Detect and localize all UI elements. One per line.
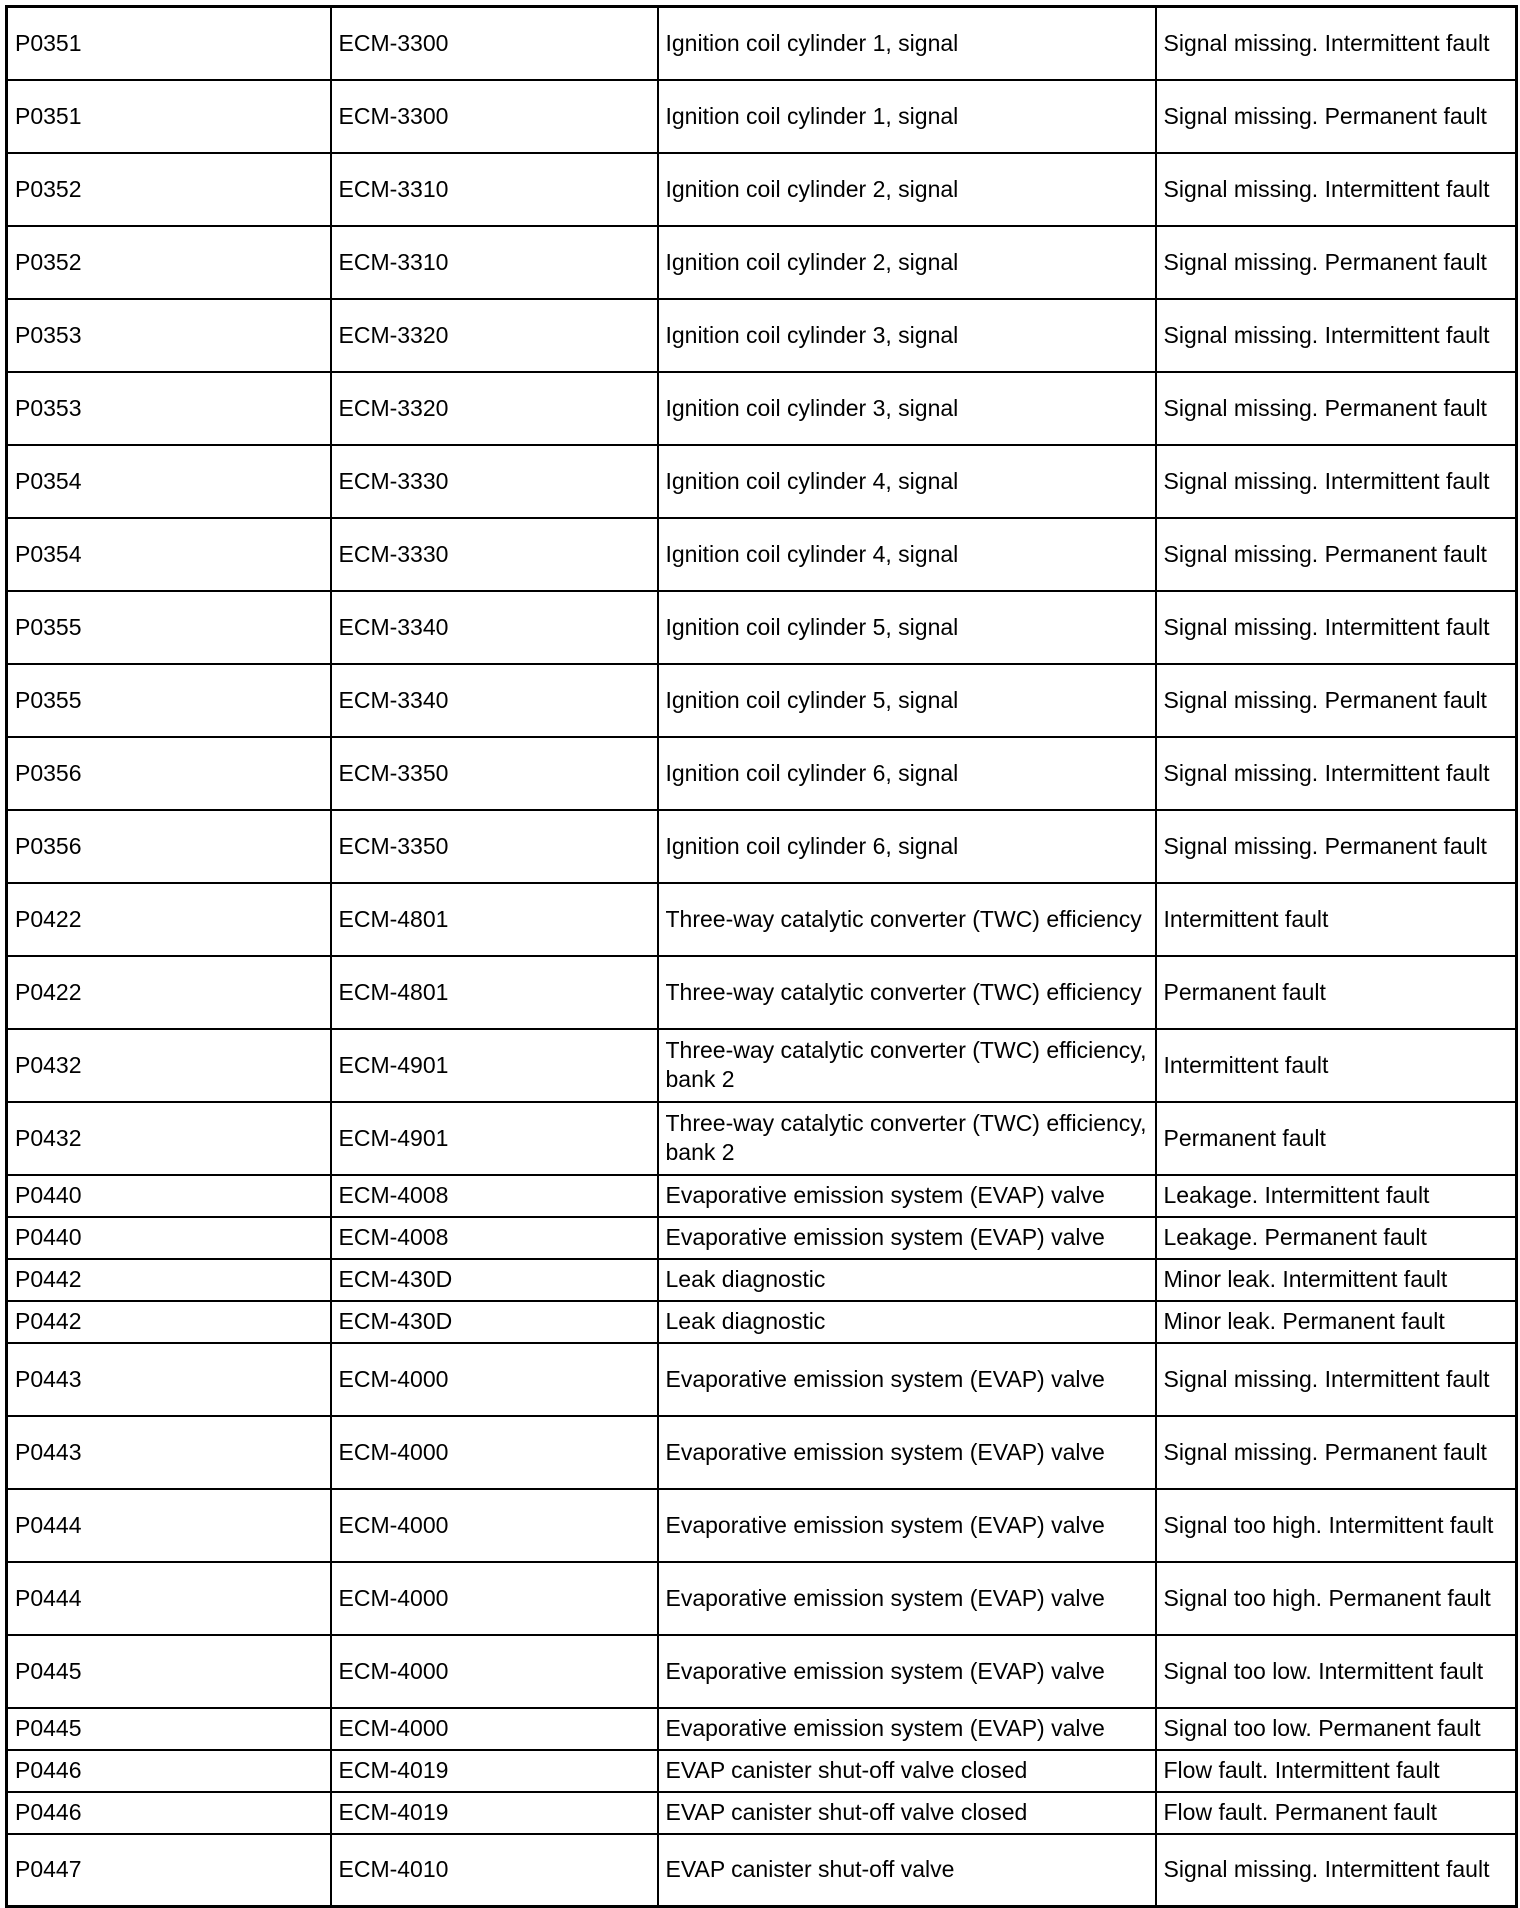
component-cell: Evaporative emission system (EVAP) valve [658,1562,1156,1635]
ecm-code-cell: ECM-4000 [331,1416,658,1489]
dtc-code-cell: P0351 [7,7,331,80]
dtc-table-body [7,7,1517,1907]
dtc-code-cell: P0443 [7,1343,331,1416]
dtc-code-cell: P0442 [7,1301,331,1343]
fault-description-cell: Signal missing. Intermittent fault [1156,737,1517,810]
ecm-code-cell: ECM-4019 [331,1750,658,1792]
ecm-code-cell: ECM-3320 [331,372,658,445]
component-cell: EVAP canister shut-off valve [658,1834,1156,1907]
fault-description-cell: Signal missing. Permanent fault [1156,226,1517,299]
dtc-code-cell: P0355 [7,664,331,737]
dtc-code-cell: P0356 [7,737,331,810]
ecm-code-cell: ECM-3300 [331,7,658,80]
table-row [7,1562,1517,1635]
fault-description-cell: Signal missing. Intermittent fault [1156,591,1517,664]
dtc-code-cell: P0445 [7,1708,331,1750]
dtc-code-cell: P0422 [7,956,331,1029]
dtc-code-cell: P0355 [7,591,331,664]
fault-description-cell: Minor leak. Intermittent fault [1156,1259,1517,1301]
fault-description-cell: Signal missing. Intermittent fault [1156,153,1517,226]
dtc-code-cell: P0440 [7,1175,331,1217]
dtc-code-cell: P0354 [7,518,331,591]
component-cell: Evaporative emission system (EVAP) valve [658,1217,1156,1259]
fault-description-cell: Minor leak. Permanent fault [1156,1301,1517,1343]
component-cell: Ignition coil cylinder 4, signal [658,445,1156,518]
component-cell: Evaporative emission system (EVAP) valve [658,1175,1156,1217]
component-cell: Ignition coil cylinder 1, signal [658,80,1156,153]
table-row [7,664,1517,737]
ecm-code-cell: ECM-4000 [331,1635,658,1708]
component-cell: Ignition coil cylinder 5, signal [658,591,1156,664]
component-cell: Ignition coil cylinder 1, signal [658,7,1156,80]
dtc-code-cell: P0443 [7,1416,331,1489]
dtc-code-cell: P0440 [7,1217,331,1259]
ecm-code-cell: ECM-4010 [331,1834,658,1907]
fault-description-cell: Signal missing. Intermittent fault [1156,1343,1517,1416]
table-row [7,1259,1517,1301]
table-row [7,1102,1517,1175]
table-row [7,883,1517,956]
ecm-code-cell: ECM-3330 [331,445,658,518]
table-row [7,7,1517,80]
dtc-code-cell: P0445 [7,1635,331,1708]
fault-description-cell: Signal missing. Permanent fault [1156,664,1517,737]
fault-description-cell: Signal missing. Intermittent fault [1156,7,1517,80]
dtc-code-cell: P0354 [7,445,331,518]
component-cell: Evaporative emission system (EVAP) valve [658,1635,1156,1708]
fault-description-cell: Signal missing. Intermittent fault [1156,1834,1517,1907]
fault-description-cell: Signal missing. Permanent fault [1156,518,1517,591]
ecm-code-cell: ECM-3350 [331,810,658,883]
table-row [7,299,1517,372]
fault-description-cell: Intermittent fault [1156,1029,1517,1102]
component-cell: Evaporative emission system (EVAP) valve [658,1708,1156,1750]
ecm-code-cell: ECM-3310 [331,153,658,226]
fault-description-cell: Flow fault. Permanent fault [1156,1792,1517,1834]
table-row [7,1343,1517,1416]
table-row [7,737,1517,810]
component-cell: Evaporative emission system (EVAP) valve [658,1489,1156,1562]
table-row [7,810,1517,883]
component-cell: Ignition coil cylinder 6, signal [658,737,1156,810]
fault-description-cell: Intermittent fault [1156,883,1517,956]
fault-description-cell: Signal too low. Permanent fault [1156,1708,1517,1750]
dtc-code-cell: P0352 [7,153,331,226]
ecm-code-cell: ECM-3340 [331,664,658,737]
dtc-code-cell: P0444 [7,1489,331,1562]
dtc-code-cell: P0444 [7,1562,331,1635]
ecm-code-cell: ECM-3340 [331,591,658,664]
fault-description-cell: Signal too low. Intermittent fault [1156,1635,1517,1708]
component-cell: Three-way catalytic converter (TWC) efficiency, bank 2 [658,1029,1156,1102]
ecm-code-cell: ECM-4008 [331,1175,658,1217]
table-row [7,80,1517,153]
dtc-code-cell: P0446 [7,1750,331,1792]
ecm-code-cell: ECM-430D [331,1301,658,1343]
dtc-code-cell: P0353 [7,372,331,445]
table-row [7,226,1517,299]
dtc-code-cell: P0447 [7,1834,331,1907]
ecm-code-cell: ECM-4901 [331,1029,658,1102]
component-cell: Ignition coil cylinder 5, signal [658,664,1156,737]
dtc-code-cell: P0422 [7,883,331,956]
component-cell: Leak diagnostic [658,1301,1156,1343]
fault-description-cell: Signal missing. Permanent fault [1156,80,1517,153]
ecm-code-cell: ECM-4901 [331,1102,658,1175]
component-cell: Ignition coil cylinder 4, signal [658,518,1156,591]
ecm-code-cell: ECM-3320 [331,299,658,372]
table-row [7,591,1517,664]
fault-description-cell: Leakage. Permanent fault [1156,1217,1517,1259]
ecm-code-cell: ECM-4000 [331,1489,658,1562]
fault-description-cell: Flow fault. Intermittent fault [1156,1750,1517,1792]
fault-description-cell: Signal missing. Permanent fault [1156,1416,1517,1489]
component-cell: Three-way catalytic converter (TWC) efficiency [658,883,1156,956]
ecm-code-cell: ECM-4000 [331,1343,658,1416]
fault-description-cell: Signal missing. Intermittent fault [1156,299,1517,372]
table-row [7,153,1517,226]
component-cell: EVAP canister shut-off valve closed [658,1750,1156,1792]
component-cell: Three-way catalytic converter (TWC) efficiency [658,956,1156,1029]
table-row [7,1029,1517,1102]
dtc-code-cell: P0432 [7,1102,331,1175]
fault-description-cell: Permanent fault [1156,956,1517,1029]
dtc-code-cell: P0432 [7,1029,331,1102]
table-row [7,1175,1517,1217]
fault-description-cell: Leakage. Intermittent fault [1156,1175,1517,1217]
component-cell: Three-way catalytic converter (TWC) efficiency, bank 2 [658,1102,1156,1175]
dtc-code-cell: P0353 [7,299,331,372]
dtc-table [5,5,1518,1908]
fault-description-cell: Signal missing. Permanent fault [1156,372,1517,445]
dtc-code-cell: P0442 [7,1259,331,1301]
dtc-code-cell: P0352 [7,226,331,299]
ecm-code-cell: ECM-4019 [331,1792,658,1834]
table-row [7,956,1517,1029]
component-cell: Ignition coil cylinder 3, signal [658,372,1156,445]
component-cell: Ignition coil cylinder 2, signal [658,226,1156,299]
table-row [7,1301,1517,1343]
component-cell: Leak diagnostic [658,1259,1156,1301]
dtc-code-cell: P0356 [7,810,331,883]
ecm-code-cell: ECM-4801 [331,883,658,956]
fault-description-cell: Signal too high. Permanent fault [1156,1562,1517,1635]
table-row [7,518,1517,591]
dtc-code-cell: P0446 [7,1792,331,1834]
ecm-code-cell: ECM-3310 [331,226,658,299]
table-row [7,372,1517,445]
table-row [7,1750,1517,1792]
table-row [7,1635,1517,1708]
component-cell: Ignition coil cylinder 6, signal [658,810,1156,883]
component-cell: Ignition coil cylinder 2, signal [658,153,1156,226]
component-cell: Evaporative emission system (EVAP) valve [658,1343,1156,1416]
table-row [7,1708,1517,1750]
ecm-code-cell: ECM-4008 [331,1217,658,1259]
ecm-code-cell: ECM-3300 [331,80,658,153]
ecm-code-cell: ECM-4801 [331,956,658,1029]
ecm-code-cell: ECM-4000 [331,1562,658,1635]
ecm-code-cell: ECM-4000 [331,1708,658,1750]
component-cell: EVAP canister shut-off valve closed [658,1792,1156,1834]
ecm-code-cell: ECM-3350 [331,737,658,810]
component-cell: Evaporative emission system (EVAP) valve [658,1416,1156,1489]
fault-description-cell: Signal too high. Intermittent fault [1156,1489,1517,1562]
component-cell: Ignition coil cylinder 3, signal [658,299,1156,372]
ecm-code-cell: ECM-3330 [331,518,658,591]
table-row [7,1834,1517,1907]
table-row [7,1217,1517,1259]
table-row [7,445,1517,518]
table-row [7,1489,1517,1562]
fault-description-cell: Signal missing. Intermittent fault [1156,445,1517,518]
table-row [7,1792,1517,1834]
dtc-code-cell: P0351 [7,80,331,153]
fault-description-cell: Signal missing. Permanent fault [1156,810,1517,883]
table-row [7,1416,1517,1489]
fault-description-cell: Permanent fault [1156,1102,1517,1175]
ecm-code-cell: ECM-430D [331,1259,658,1301]
